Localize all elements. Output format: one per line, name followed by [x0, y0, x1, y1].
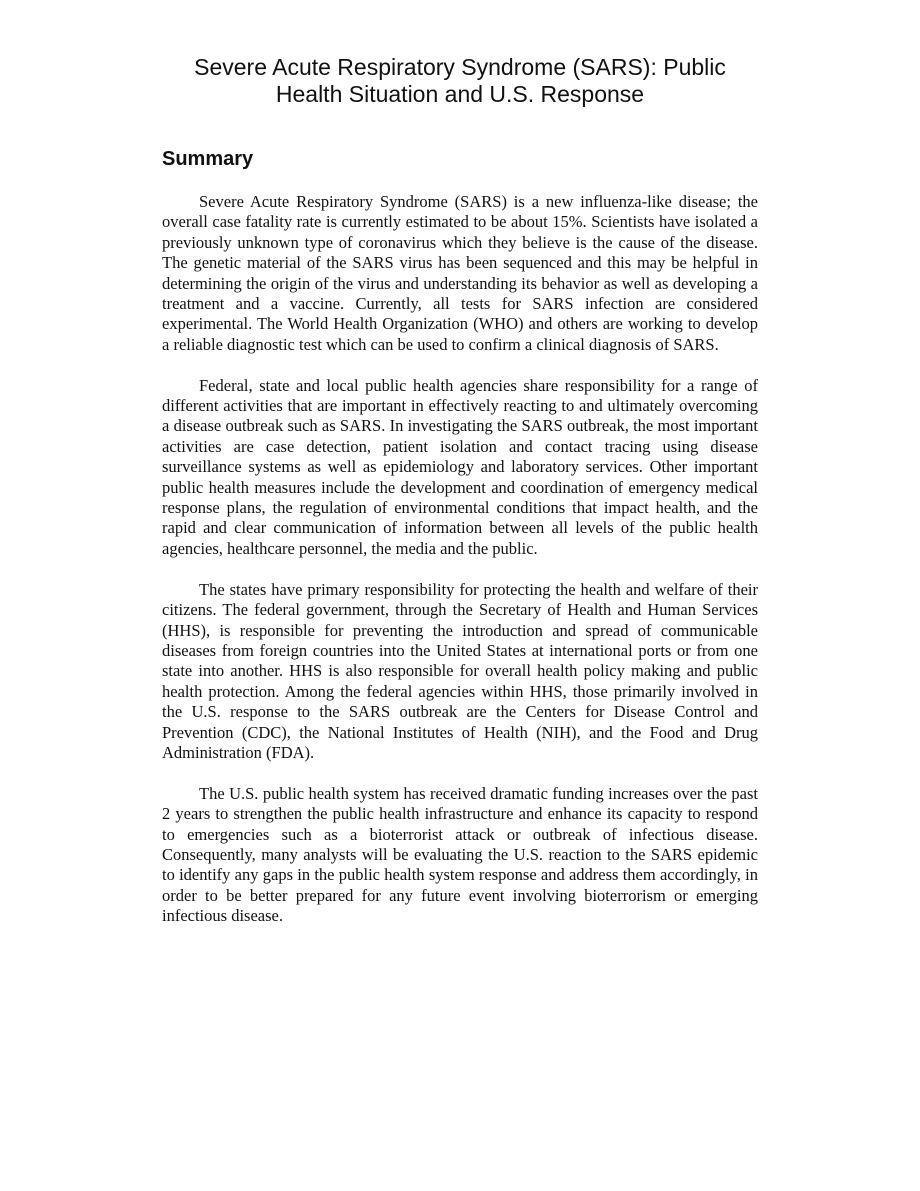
summary-paragraph-4: The U.S. public health system has received dramatic funding increases over the past 2 years to strengthen the public health infrastructure and enhance its capacity to respond to emergencies such as a bioterrorist attack or outbreak of infectious disease. Consequently, many analysts will be evaluating the U.S. reaction to the SARS epidemic to identify any gaps in the public health system response and address them accordingly, in order to be better prepared for any future event involving bioterrorism or emerging infectious disease. — [162, 783, 758, 926]
summary-paragraph-2: Federal, state and local public health agencies share responsibility for a range of different activities that are important in effectively reacting to and ultimately overcoming a disease outbreak such as SARS. In investigating the SARS outbreak, the most important activities are case detection, patient isolation and contact tracing using disease surveillance systems as well as epidemiology and laboratory services. Other important public health measures include the development and coordination of emergency medical response plans, the regulation of environmental conditions that impact health, and the rapid and clear communication of information between all levels of the public health agencies, healthcare personnel, the media and the public. — [162, 375, 758, 558]
summary-paragraph-1: Severe Acute Respiratory Syndrome (SARS) is a new influenza-like disease; the overall case fatality rate is currently estimated to be about 15%. Scientists have isolated a previously unknown type of coronavirus which they believe is the cause of the disease. The genetic material of the SARS virus has been sequenced and this may be helpful in determining the origin of the virus and understanding its behavior as well as developing a treatment and a vaccine. Currently, all tests for SARS infection are considered experimental. The World Health Organization (WHO) and others are working to develop a reliable diagnostic test which can be used to confirm a clinical diagnosis of SARS. — [162, 192, 758, 354]
document-title — [162, 54, 758, 108]
summary-paragraph-3: The states have primary responsibility for protecting the health and welfare of their citizens. The federal government, through the Secretary of Health and Human Services (HHS), is responsible for preventing the introduction and spread of communicable diseases from foreign countries into the United States at international ports or from one state into another. HHS is also responsible for overall health policy making and public health protection. Among the federal agencies within HHS, those primarily involved in the U.S. response to the SARS outbreak are the Centers for Disease Control and Prevention (CDC), the National Institutes of Health (NIH), and the Food and Drug Administration (FDA). — [162, 579, 758, 762]
document-title-line-2: Health Situation and U.S. Response — [275, 81, 645, 107]
document-title-line-1: Severe Acute Respiratory Syndrome (SARS): Public — [194, 54, 726, 80]
document-page — [162, 54, 758, 947]
summary-heading: Summary — [162, 148, 254, 170]
summary-body — [162, 192, 758, 927]
